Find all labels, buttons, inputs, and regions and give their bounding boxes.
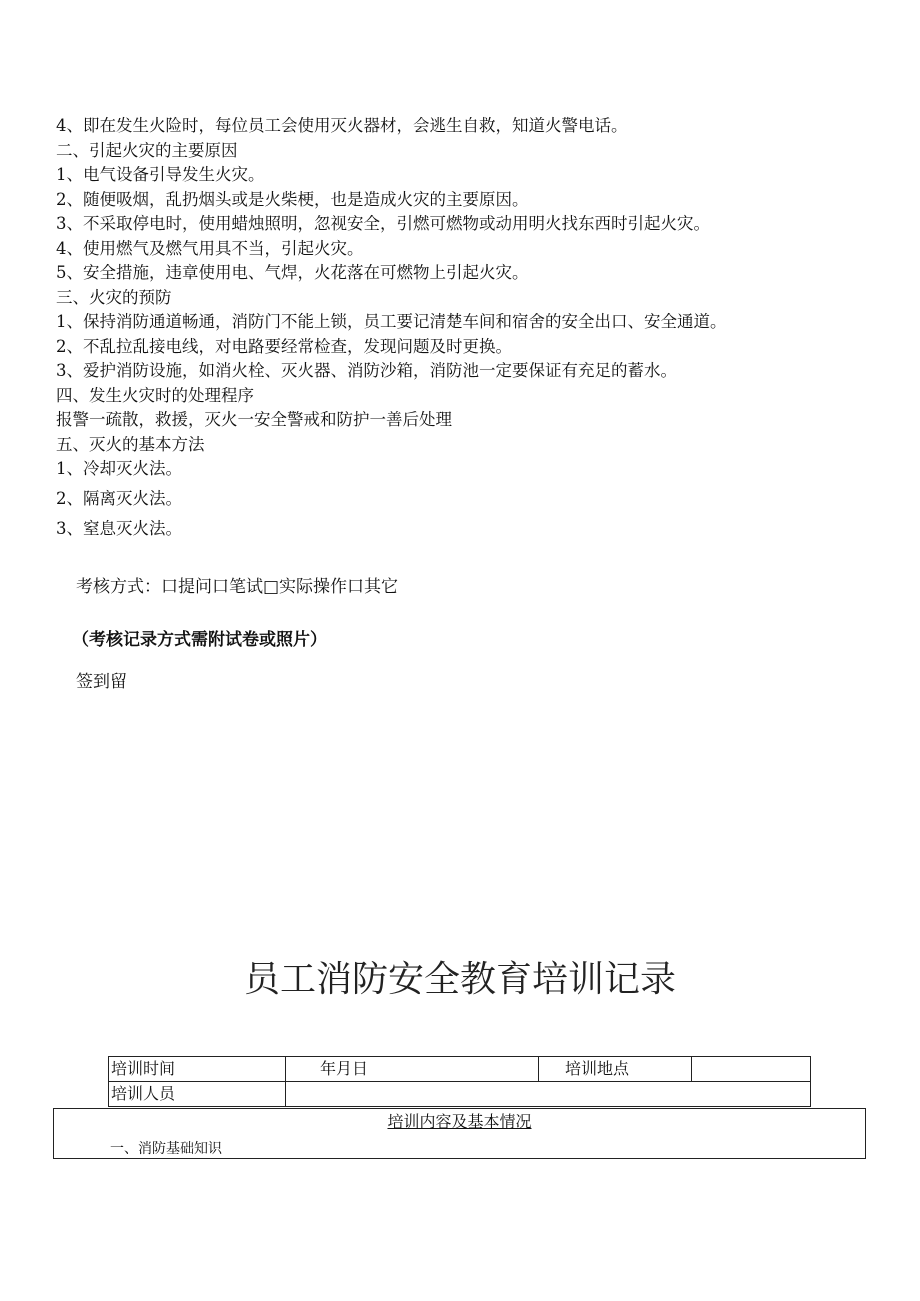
training-time-value: 年月日 <box>286 1057 539 1082</box>
table-row <box>109 1082 811 1107</box>
section-heading: 五、灭火的基本方法 <box>56 435 205 454</box>
sign-in-label: 签到留 <box>76 672 127 692</box>
text-line: 4、使用燃气及燃气用具不当，引起火灾。 <box>56 239 364 258</box>
content-header: 培训内容及基本情况 <box>387 1112 532 1131</box>
text-line: 4、即在发生火险时，每位员工会使用灭火器材，会逃生自救，知道火警电话。 <box>56 116 628 135</box>
training-personnel-value <box>286 1082 811 1107</box>
text-line: 2、不乱拉乱接电线，对电路要经常检查，发现问题及时更换。 <box>56 337 512 356</box>
text-line: 3、爱护消防设施，如消火栓、灭火器、消防沙箱，消防池一定要保证有充足的蓄水。 <box>56 361 677 380</box>
content-item: 一、消防基础知识 <box>110 1141 222 1157</box>
training-location-label: 培训地点 <box>539 1057 692 1082</box>
text-line: 3、窒息灭火法。 <box>56 519 182 538</box>
training-info-table <box>108 1056 811 1107</box>
record-title: 员工消防安全教育培训记录 <box>243 959 676 1000</box>
text-line: 2、随便吸烟，乱扔烟头或是火柴梗，也是造成火灾的主要原因。 <box>56 190 529 209</box>
assessment-method: 考核方式：口提问口笔试□实际操作口其它 <box>76 577 399 597</box>
text-line: 2、隔离灭火法。 <box>56 489 182 508</box>
text-line: 5、安全措施，违章使用电、气焊，火花落在可燃物上引起火灾。 <box>56 263 529 282</box>
training-content-box <box>53 1108 866 1159</box>
training-time-label: 培训时间 <box>109 1057 286 1082</box>
section-heading: 二、引起火灾的主要原因 <box>56 141 238 160</box>
text-line: 1、保持消防通道畅通，消防门不能上锁，员工要记清楚车间和宿舍的安全出口、安全通道。 <box>56 312 727 331</box>
section-heading: 四、发生火灾时的处理程序 <box>56 386 254 405</box>
assessment-note: （考核记录方式需附试卷或照片） <box>72 630 327 650</box>
training-location-value <box>692 1057 811 1082</box>
text-line: 1、电气设备引导发生火灾。 <box>56 165 265 184</box>
table-row <box>109 1057 811 1082</box>
text-line: 1、冷却灭火法。 <box>56 459 182 478</box>
training-personnel-label: 培训人员 <box>109 1082 286 1107</box>
text-line: 报警一疏散，救援，灭火一安全警戒和防护一善后处理 <box>56 410 452 429</box>
section-heading: 三、火灾的预防 <box>56 288 172 307</box>
text-line: 3、不采取停电时，使用蜡烛照明，忽视安全，引燃可燃物或动用明火找东西时引起火灾。 <box>56 214 710 233</box>
